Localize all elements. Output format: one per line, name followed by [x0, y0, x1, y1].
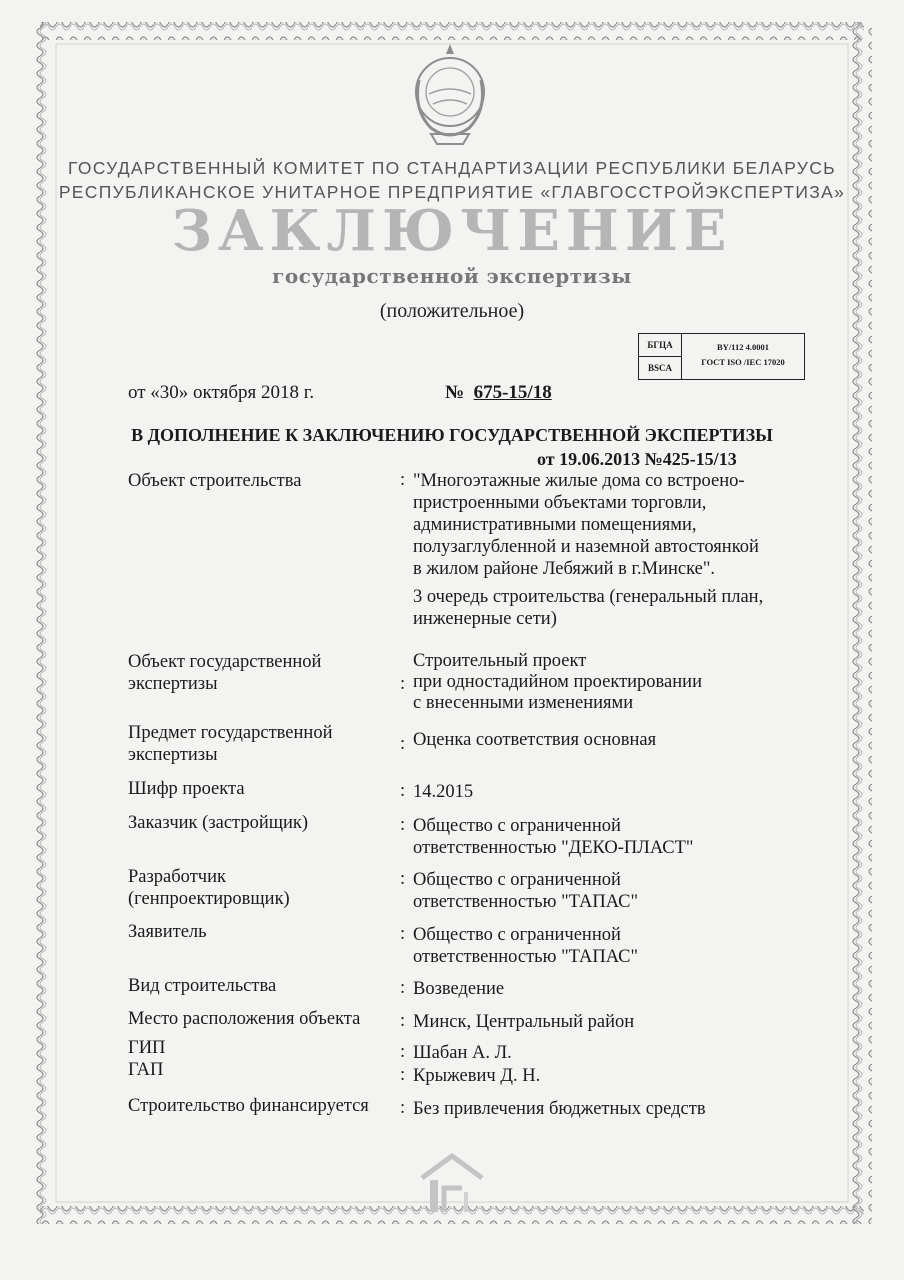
field-colon: :: [400, 781, 406, 801]
field-value-applicant: [413, 924, 638, 968]
state-emblem-icon: [405, 40, 495, 150]
value-line: ответственностью "ДЕКО-ПЛАСТ": [413, 838, 694, 858]
field-label-code: Шифр проекта: [128, 779, 245, 799]
label-line: экспертизы: [128, 674, 218, 694]
accreditation-body-en: BSCA: [647, 363, 672, 373]
label-line: Разработчик: [128, 867, 226, 887]
field-label-developer: [128, 866, 290, 910]
field-colon: :: [400, 734, 406, 754]
number-value: 675-15/18: [473, 382, 552, 403]
field-value-object: [413, 470, 763, 630]
organization-line-2: РЕСПУБЛИКАНСКОЕ УНИТАРНОЕ ПРЕДПРИЯТИЕ «ГЛАВГОССТРОЙЭКСПЕРТИЗА»: [58, 182, 846, 202]
value-line: Общество с ограниченной: [413, 870, 621, 890]
field-colon: :: [400, 470, 406, 490]
field-colon: :: [400, 1042, 406, 1062]
field-value-expertise-object: [413, 651, 702, 714]
field-value-developer: [413, 869, 638, 913]
value-line: с внесенными изменениями: [413, 693, 634, 713]
field-colon: :: [400, 815, 406, 835]
value-line: 3 очередь строительства (генеральный план,: [413, 587, 764, 607]
accreditation-standard: ГОСТ ISO /IEC 17020: [701, 357, 785, 367]
field-value-financing: Без привлечения бюджетных средств: [413, 1099, 706, 1119]
field-colon: :: [400, 869, 406, 889]
label-line: Объект государственной: [128, 652, 322, 672]
field-label-gap: ГАП: [128, 1060, 164, 1080]
document-date: от «30» октября 2018 г.: [128, 382, 315, 403]
value-line: ответственностью "ТАПАС": [413, 947, 639, 967]
field-label-object: Объект строительства: [128, 471, 302, 491]
field-label-financing: Строительство финансируется: [128, 1096, 369, 1116]
value-line: инженерные сети): [413, 609, 557, 629]
field-value-location: Минск, Центральный район: [413, 1012, 635, 1032]
field-colon: :: [400, 1065, 406, 1085]
field-value-gip: Шабан А. Л.: [413, 1043, 512, 1063]
field-label-customer: Заказчик (застройщик): [128, 813, 309, 833]
addendum-line-1: В ДОПОЛНЕНИЕ К ЗАКЛЮЧЕНИЮ ГОСУДАРСТВЕННОЙ ЭКСПЕРТИЗЫ: [131, 425, 773, 445]
addendum-line-2: от 19.06.2013 №425-15/13: [537, 449, 737, 469]
field-value-subject: Оценка соответствия основная: [413, 730, 657, 750]
accreditation-body-ru: БГЦА: [639, 334, 681, 357]
value-line: в жилом районе Лебяжий в г.Минске".: [413, 559, 716, 579]
field-label-applicant: Заявитель: [128, 922, 207, 942]
field-colon: :: [400, 1098, 406, 1118]
field-label-location: Место расположения объекта: [128, 1009, 361, 1029]
field-value-customer: [413, 815, 693, 859]
field-label-subject: [128, 722, 332, 766]
value-line: пристроенными объектами торговли,: [413, 493, 707, 513]
field-colon: :: [400, 978, 406, 998]
label-line: экспертизы: [128, 745, 218, 765]
value-line: при одностадийном проектировании: [413, 672, 702, 692]
field-colon: :: [400, 1011, 406, 1031]
organization-line-1: ГОСУДАРСТВЕННЫЙ КОМИТЕТ ПО СТАНДАРТИЗАЦИИ РЕСПУБЛИКИ БЕЛАРУСЬ: [68, 158, 836, 178]
field-label-construction-type: Вид строительства: [128, 976, 277, 996]
conclusion-status: (положительное): [379, 300, 525, 322]
field-colon: :: [400, 674, 406, 694]
value-line: Общество с ограниченной: [413, 925, 621, 945]
house-logo-icon: [418, 1148, 486, 1216]
accreditation-mark: [638, 333, 805, 380]
number-sign: №: [445, 382, 465, 403]
value-line: Общество с ограниченной: [413, 816, 621, 836]
accreditation-number: BY/112 4.0001: [717, 342, 769, 352]
value-line: полузаглубленной и наземной автостоянкой: [413, 537, 759, 557]
field-value-code: 14.2015: [413, 782, 474, 802]
value-line: ответственностью "ТАПАС": [413, 892, 639, 912]
value-line: Строительный проект: [413, 651, 587, 671]
value-line: "Многоэтажные жилые дома со встроено-: [413, 471, 745, 491]
label-line: (генпроектировщик): [128, 889, 290, 909]
document-subtitle: государственной экспертизы: [272, 264, 632, 288]
field-colon: :: [400, 924, 406, 944]
field-value-gap: Крыжевич Д. Н.: [413, 1066, 541, 1086]
field-value-construction-type: Возведение: [413, 979, 505, 999]
value-line: административными помещениями,: [413, 515, 697, 535]
document-number: [445, 382, 552, 404]
label-line: Предмет государственной: [128, 723, 333, 743]
field-label-gip: ГИП: [128, 1038, 166, 1058]
document-title: ЗАКЛЮЧЕНИЕ: [171, 198, 733, 264]
field-label-expertise-object: [128, 651, 321, 695]
